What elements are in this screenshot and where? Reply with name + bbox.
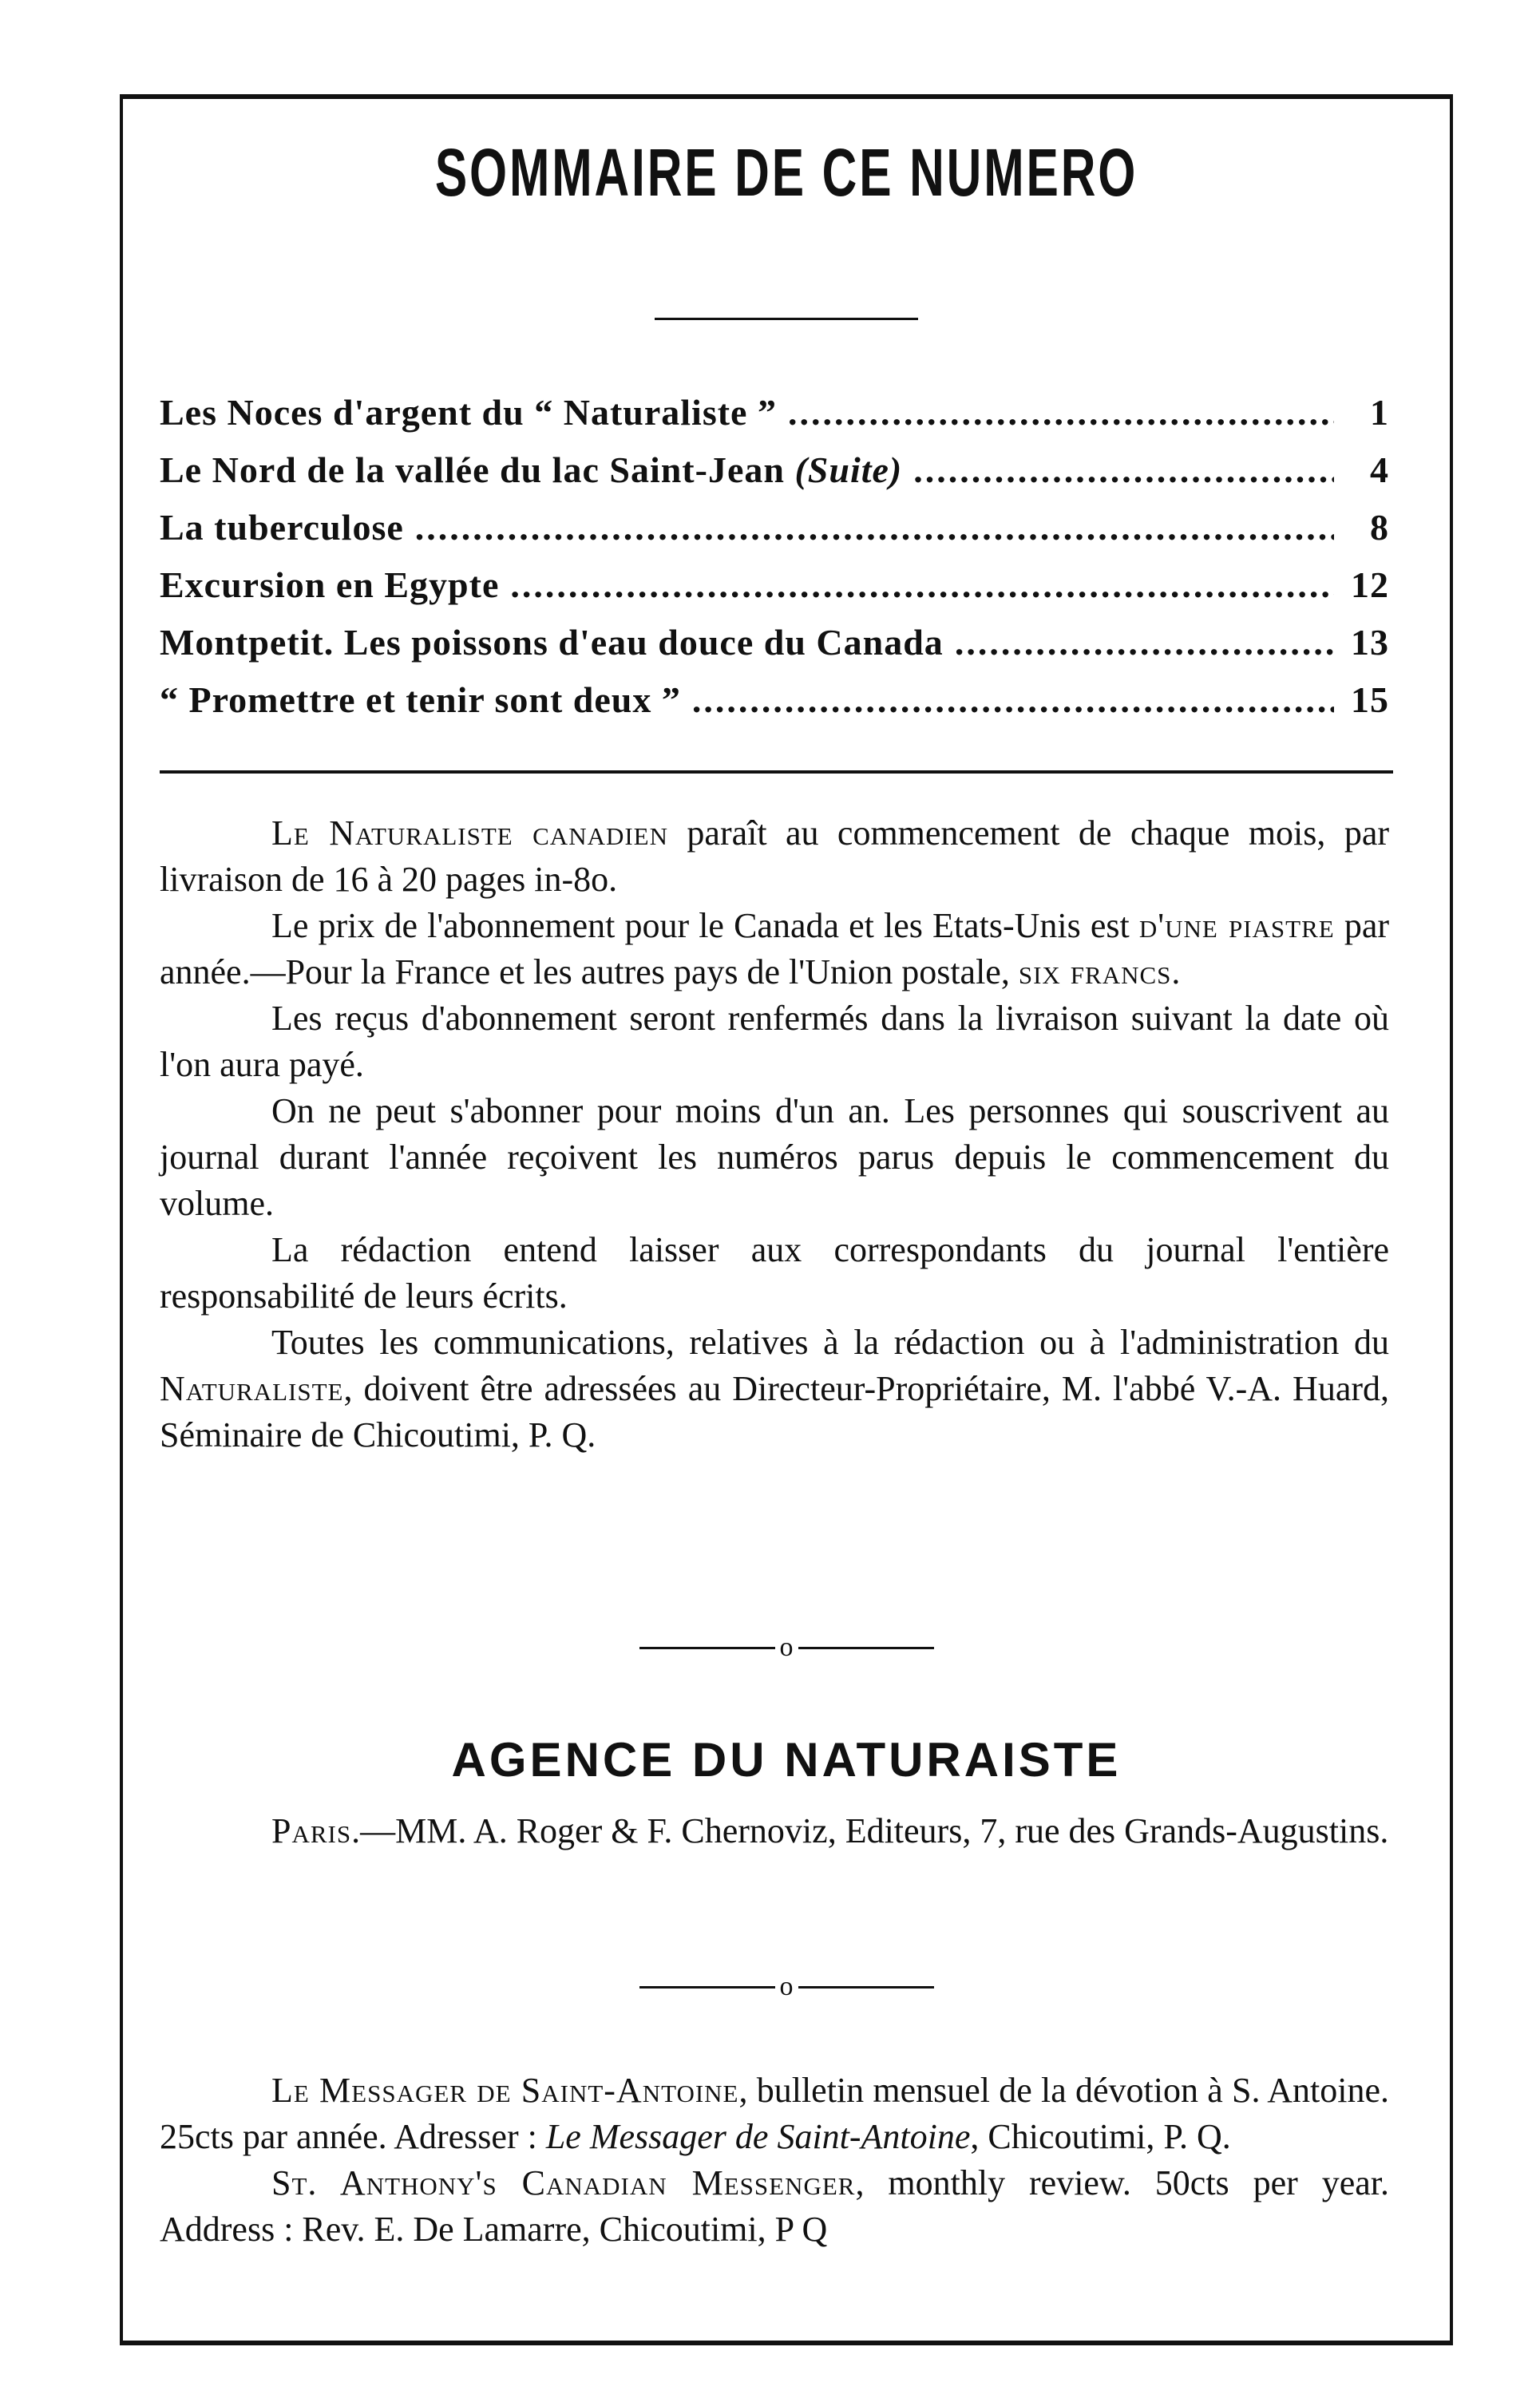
messenger-paragraph — [160, 2068, 1389, 2160]
agency-text: .—MM. A. Roger & F. Chernoviz, Editeurs, 7, rue des Grands-Augustins. — [351, 1811, 1389, 1850]
toc-row[interactable] — [160, 391, 1389, 449]
price-canada: d'une piastre — [1138, 906, 1335, 945]
toc-row[interactable] — [160, 621, 1389, 679]
info-text: , doivent être adressées au Directeur-Propriétaire, M. l'abbé V.-A. Huard, Séminaire de Chicoutimi, P. Q. — [160, 1369, 1389, 1454]
table-of-contents — [160, 391, 1389, 736]
separator-line — [639, 1986, 775, 1989]
section-separator — [120, 1972, 1453, 2012]
messenger-paragraph — [160, 2160, 1389, 2253]
toc-row[interactable] — [160, 506, 1389, 564]
info-text: Le prix de l'abonnement pour le Canada et les Etats-Unis est — [271, 906, 1139, 945]
toc-leader-dots — [913, 449, 1334, 491]
agency-city: Paris — [271, 1811, 352, 1850]
agency-info — [160, 1808, 1389, 1854]
separator-line — [798, 1986, 934, 1989]
info-text: paraît au commencement de chaque mois, par livraison de 16 à 20 pages in-8o. — [160, 813, 1389, 899]
toc-row[interactable] — [160, 679, 1389, 736]
page-title: SOMMAIRE DE CE NUMERO — [434, 135, 1138, 210]
toc-title-text: Le Nord de la vallée du lac Saint-Jean — [160, 449, 785, 490]
agency-paragraph — [160, 1808, 1389, 1854]
toc-leader-dots — [788, 391, 1334, 433]
subscription-info — [160, 810, 1389, 1458]
info-text: Toutes les communications, relatives à la rédaction ou à l'administration du — [271, 1323, 1389, 1362]
toc-title: La tuberculose — [160, 507, 404, 548]
info-text: par année.—Pour la France et les autres pays de l'Union postale, — [160, 906, 1389, 991]
toc-page-number: 8 — [1370, 507, 1389, 548]
toc-row[interactable] — [160, 564, 1389, 621]
info-paragraph: On ne peut s'abonner pour moins d'un an. Les personnes qui souscrivent au journal durant l'année reçoivent les numéros parus depuis le commencement du volume. — [160, 1091, 1389, 1223]
messenger-text: , bulletin mensuel de la dévotion à S. Antoine. 25cts par année. Adresser : — [160, 2071, 1389, 2156]
messenger-text: , Chicoutimi, P. Q. — [970, 2117, 1231, 2156]
info-paragraph: La rédaction entend laisser aux correspondants du journal l'entière responsabilité de leurs écrits. — [160, 1230, 1389, 1316]
toc-leader-dots — [955, 621, 1334, 663]
toc-page-number: 1 — [1370, 392, 1389, 433]
separator-mark: o — [779, 1632, 794, 1662]
info-paragraph — [160, 810, 1389, 903]
toc-page-number: 13 — [1351, 622, 1389, 663]
toc-leader-dots — [415, 506, 1334, 548]
info-paragraph — [160, 1320, 1389, 1458]
messenger-address-name: Le Messager de Saint-Antoine — [545, 2117, 971, 2156]
section-separator — [120, 1632, 1453, 1672]
agency-title: AGENCE DU NATURAISTE — [451, 1733, 1122, 1787]
info-paragraph — [160, 903, 1389, 995]
toc-page-number: 4 — [1370, 449, 1389, 490]
toc-leader-dots — [692, 679, 1334, 721]
toc-row[interactable] — [160, 449, 1389, 506]
toc-title — [160, 449, 902, 491]
messenger-text: , monthly review. 50cts per year. Address : Rev. E. De Lamarre, Chicoutimi, P Q — [160, 2163, 1390, 2249]
toc-page-number: 12 — [1351, 564, 1389, 605]
info-paragraph: Les reçus d'abonnement seront renfermés dans la livraison suivant la date où l'on aura payé. — [160, 999, 1389, 1084]
toc-title: Montpetit. Les poissons d'eau douce du Canada — [160, 622, 944, 663]
toc-rule — [160, 770, 1393, 774]
separator-line — [639, 1647, 775, 1649]
price-foreign: six francs — [1018, 952, 1172, 991]
separator-line — [798, 1647, 934, 1649]
toc-leader-dots — [510, 564, 1334, 606]
separator-mark: o — [779, 1972, 794, 2001]
info-text: . — [1171, 952, 1181, 991]
publication-name: Le Naturaliste canadien — [271, 813, 668, 853]
messenger-title: Le Messager de Saint-Antoine — [271, 2071, 739, 2110]
toc-title: Excursion en Egypte — [160, 564, 500, 605]
publication-name: Naturaliste — [160, 1369, 344, 1408]
toc-title: “ Promettre et tenir sont deux ” — [160, 679, 681, 720]
messenger-info — [160, 2068, 1389, 2253]
title-rule — [655, 318, 918, 320]
toc-page-number: 15 — [1351, 679, 1389, 720]
messenger-title-english: St. Anthony's Canadian Messenger — [271, 2163, 856, 2202]
toc-title-suffix: (Suite) — [794, 449, 903, 490]
toc-title: Les Noces d'argent du “ Naturaliste ” — [160, 392, 777, 433]
